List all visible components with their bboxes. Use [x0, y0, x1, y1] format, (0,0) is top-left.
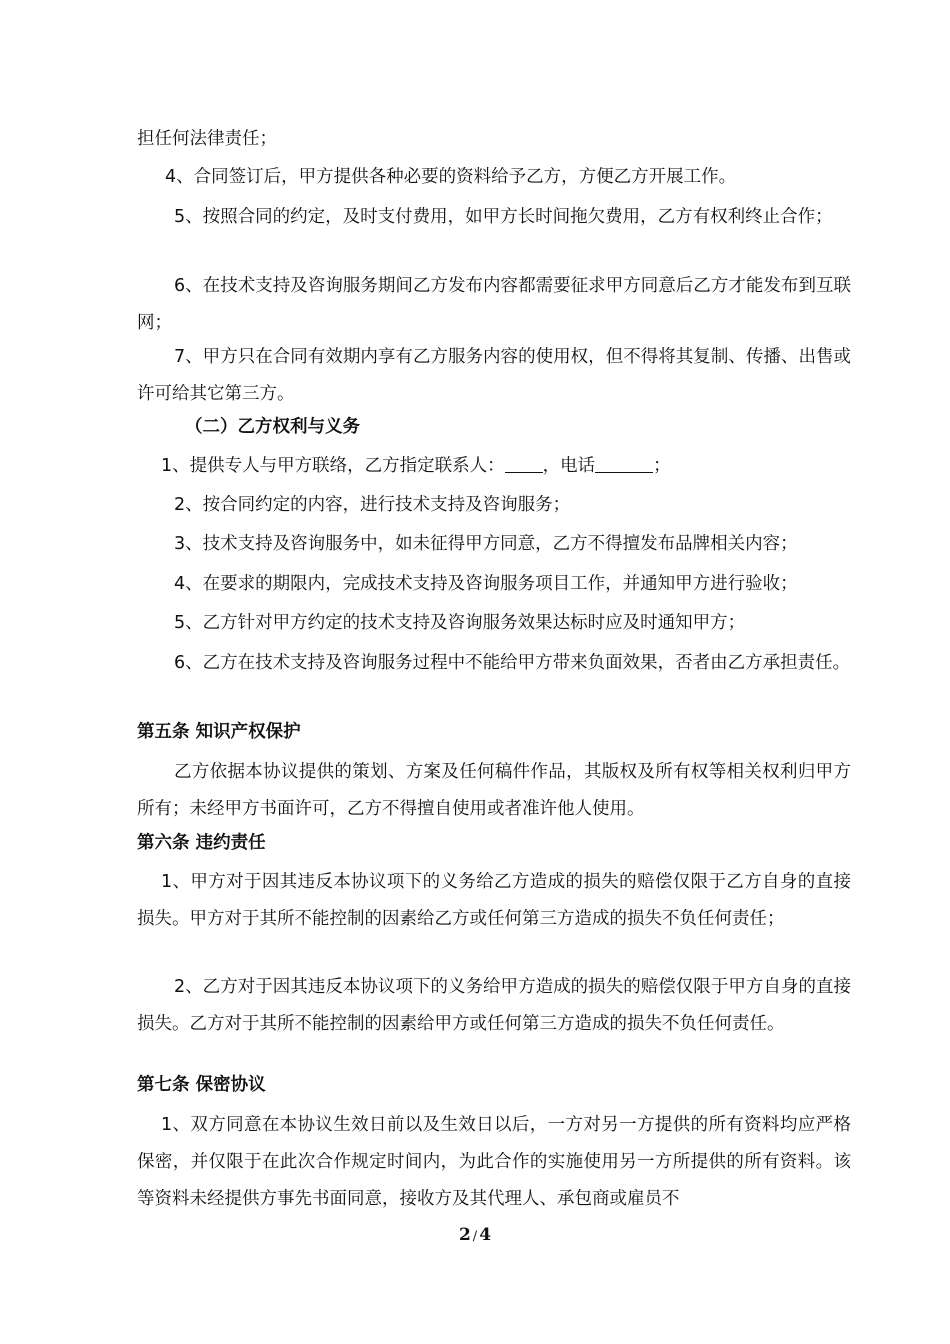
paragraph-text: ； [653, 456, 671, 476]
paragraph: 1、双方同意在本协议生效日前以及生效日以后，一方对另一方提供的所有资料均应严格保密，并仅限于在此次合作规定时间内，为此合作的实施使用另一方所提供的所有资料。该等资料未经提供方事先书面同意，接收方及其代理人、承包商或雇员不 [137, 1115, 851, 1209]
current-page: 2 [458, 1225, 471, 1245]
paragraph: 5、乙方针对甲方约定的技术支持及咨询服务效果达标时应及时通知甲方； [174, 613, 746, 633]
paragraph: 1、甲方对于因其违反本协议项下的义务给乙方造成的损失的赔偿仅限于乙方自身的直接损失。甲方对于其所不能控制的因素给乙方或任何第三方造成的损失不负任何责任； [137, 872, 851, 929]
paragraph: 乙方依据本协议提供的策划、方案及任何稿件作品，其版权及所有权等相关权利归甲方所有；未经甲方书面许可，乙方不得擅自使用或者准许他人使用。 [137, 762, 851, 819]
paragraph: 担任何法律责任； [137, 129, 277, 149]
paragraph: 5、按照合同的约定，及时支付费用，如甲方长时间拖欠费用，乙方有权利终止合作； [174, 207, 833, 227]
contact-blank [505, 454, 543, 473]
total-pages: 4 [479, 1225, 492, 1245]
page-number [0, 1225, 950, 1245]
paragraph: 3、技术支持及咨询服务中，如未征得甲方同意，乙方不得擅发布品牌相关内容； [174, 534, 798, 554]
page-separator: / [472, 1229, 478, 1244]
article-heading: 第七条 保密协议 [137, 1075, 266, 1095]
paragraph-text: 1、提供专人与甲方联络，乙方指定联系人： [161, 456, 505, 476]
paragraph: 6、在技术支持及咨询服务期间乙方发布内容都需要征求甲方同意后乙方才能发布到互联网； [137, 276, 851, 333]
article-heading: 第六条 违约责任 [137, 833, 266, 853]
article-heading: 第五条 知识产权保护 [137, 722, 301, 742]
paragraph: 2、乙方对于因其违反本协议项下的义务给甲方造成的损失的赔偿仅限于甲方自身的直接损失。乙方对于其所不能控制的因素给甲方或任何第三方造成的损失不负任何责任。 [137, 977, 851, 1034]
paragraph: 2、按合同约定的内容，进行技术支持及咨询服务； [174, 495, 571, 515]
paragraph: 6、乙方在技术支持及咨询服务过程中不能给甲方带来负面效果，否者由乙方承担责任。 [174, 653, 851, 673]
paragraph: 4、合同签订后，甲方提供各种必要的资料给予乙方，方便乙方开展工作。 [165, 167, 737, 187]
section-subheading: （二）乙方权利与义务 [185, 417, 360, 437]
paragraph-text: ，电话 [542, 456, 596, 476]
paragraph: 7、甲方只在合同有效期内享有乙方服务内容的使用权，但不得将其复制、传播、出售或许可给其它第三方。 [137, 347, 851, 404]
phone-blank [595, 454, 653, 473]
paragraph [137, 448, 851, 485]
paragraph: 4、在要求的期限内，完成技术支持及咨询服务项目工作，并通知甲方进行验收； [174, 574, 798, 594]
